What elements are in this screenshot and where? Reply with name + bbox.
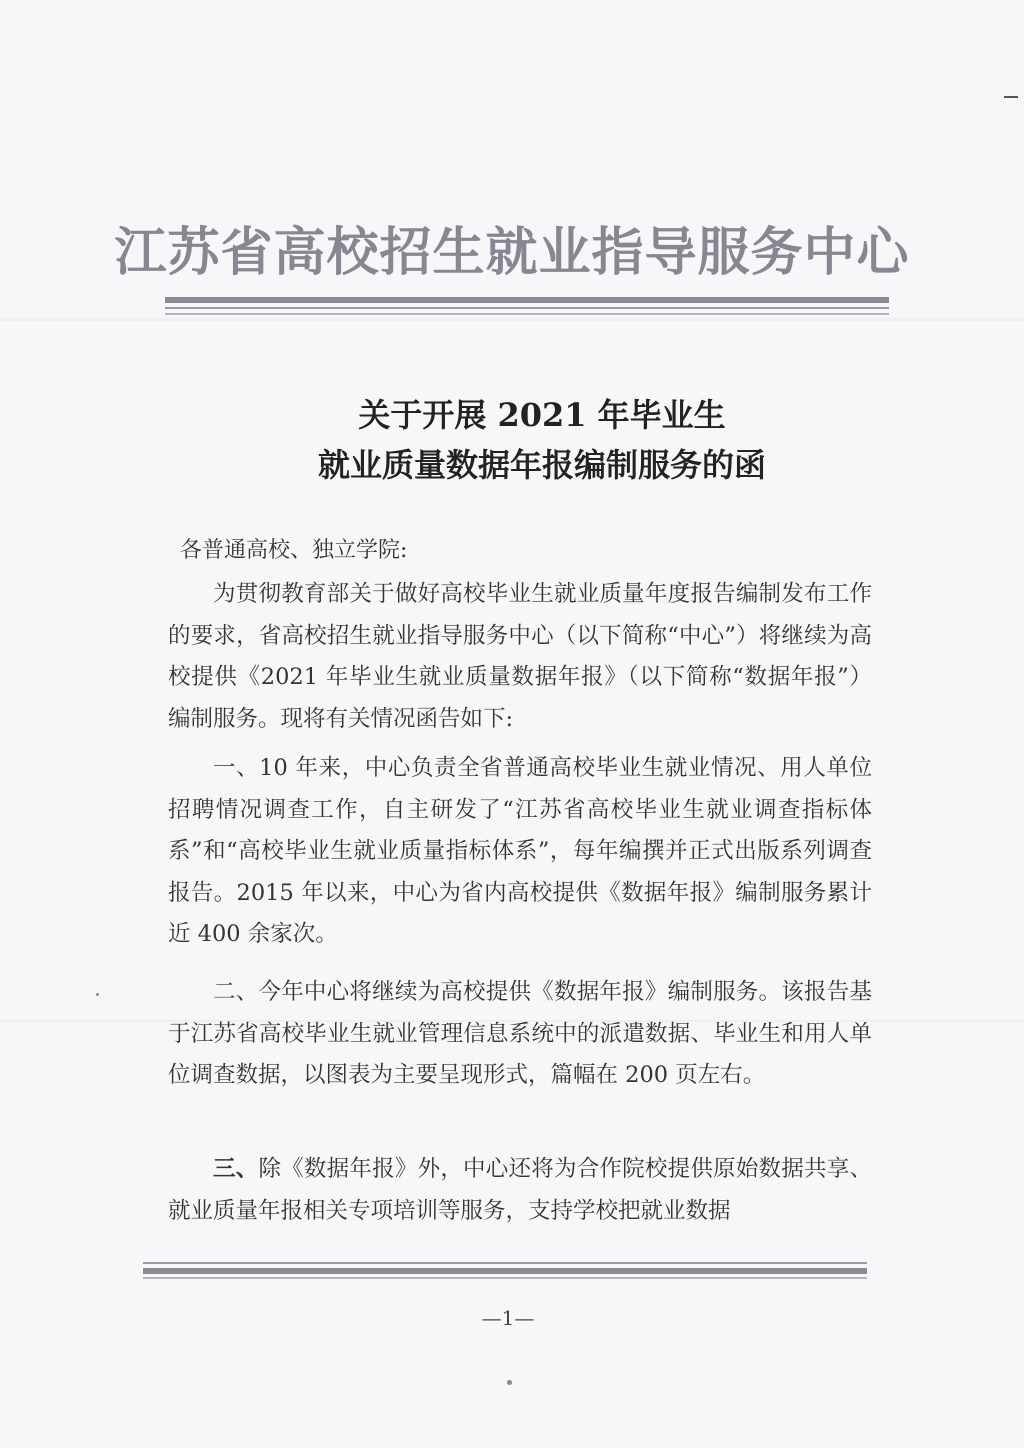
document-title-line-1: 关于开展 2021 年毕业生 [358,396,726,434]
paragraph-text: 今年中心将继续为高校提供《数据年报》编制服务。该报告基于江苏省高校毕业生就业管理信息系统中的派遣数据、毕业生和用人单位调查数据，以图表为主要呈现形式，篇幅在 200 页左右。 [168,979,872,1088]
salutation: 各普通高校、独立学院: [180,538,408,563]
scan-speck [96,993,99,996]
letterhead-rule-thin [165,307,889,309]
body-paragraph-1 [168,574,872,740]
paragraph-text: 除《数据年报》外，中心还将为合作院校提供原始数据共享、就业质量年报相关专项培训等服务，支持学校把就业数据 [168,1156,872,1224]
document-title-line-2: 就业质量数据年报编制服务的函 [317,446,766,484]
body-paragraph-4 [168,1149,872,1232]
edge-mark [1004,96,1018,98]
footer-rule-thick [143,1268,867,1274]
letterhead-rule-thick [165,297,889,303]
scan-speck [507,1380,512,1385]
paragraph-lead: 二、 [213,979,259,1005]
paper-crease [0,318,1024,321]
paragraph-lead: 三、 [213,1156,259,1182]
paragraph-text: 10 年来，中心负责全省普通高校毕业生就业情况、用人单位招聘情况调查工作，自主研发了“江苏省高校毕业生就业调查指标体系”和“高校毕业生就业质量指标体系”，每年编撰并正式出版系列调查报告。2015 年以来，中心为省内高校提供《数据年报》编制服务累计近 400 余家次。 [168,755,872,947]
page-number: —1— [481,1306,535,1330]
body-paragraph-3 [168,972,872,1097]
paragraph-lead: 一、 [213,755,260,781]
paragraph-text: 为贯彻教育部关于做好高校毕业生就业质量年度报告编制发布工作的要求，省高校招生就业指导服务中心（以下简称“中心”）将继续为高校提供《2021 年毕业生就业质量数据年报》（以下简称“数据年报”）编制服务。现将有关情况函告如下: [168,581,872,732]
letterhead-rule-faint [165,313,889,315]
footer-rule-faint [143,1277,867,1279]
footer-rule-thin [143,1262,867,1264]
letterhead-org-name: 江苏省高校招生就业指导服务中心 [114,223,910,283]
body-paragraph-2 [168,748,872,956]
